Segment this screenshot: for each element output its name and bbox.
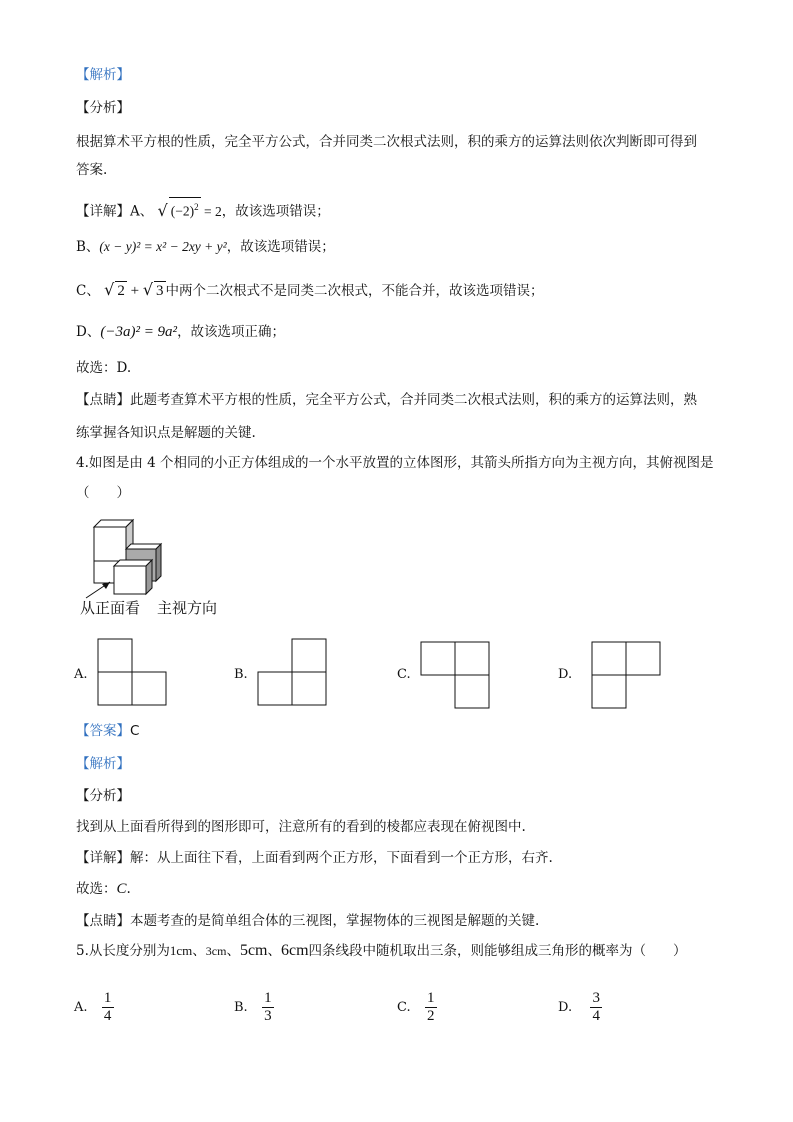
q3-detail-b: [76, 238, 335, 256]
xiangjie-tag: 【详解】: [76, 203, 130, 220]
fenxi-tag: 【分析】: [76, 100, 130, 116]
q5-option-b-fraction: [262, 990, 274, 1025]
q5-option-d: [558, 990, 602, 1025]
option-b-suffix: ，故该选项错误；: [226, 239, 335, 255]
q5-length-4: 6cm: [281, 942, 309, 959]
q4-option-b-figure: [257, 638, 329, 706]
sqrt-inner: (−2): [170, 203, 195, 219]
cube-figure: [76, 512, 176, 602]
q5-length-3: 5cm: [239, 942, 268, 959]
q5-option-a: [74, 990, 114, 1025]
q4-comment-text: 本题考查的是简单组合体的三视图，掌握物体的三视图是解题的关键.: [130, 913, 540, 929]
q4-detail: [76, 849, 553, 867]
q3-detail-c: [76, 281, 544, 300]
option-d-expr: (−3a)² = 9a²: [100, 324, 178, 340]
q5-sep-2: 、: [226, 943, 240, 959]
q5-length-1: 1cm: [169, 943, 193, 958]
q5-sep-3: 、: [267, 943, 281, 959]
q4-option-d-label: D.: [558, 667, 573, 682]
q4-stem-line2: （ ）: [76, 485, 130, 501]
q3-analysis-line1: 根据算术平方根的性质，完全平方公式，合并同类二次根式法则，积的乘方的运算法则依次判断即可得到: [76, 134, 697, 150]
option-b-expr: (x − y)² = x² − 2xy + y²: [99, 239, 227, 254]
q4-answer-value: C: [130, 723, 140, 739]
xiangjie-tag: 【详解】: [76, 850, 130, 866]
q4-fenxi-tag: 【分析】: [76, 788, 130, 804]
q5-option-c-fraction: [425, 990, 437, 1025]
q4-choice: [76, 880, 131, 898]
q3-comment-text: 此题考查算术平方根的性质，完全平方公式，合并同类二次根式法则，积的乘方的运算法则，熟: [130, 392, 697, 408]
option-c-suffix: 中两个二次根式不是同类二次根式，不能合并，故该选项错误；: [165, 283, 544, 299]
q5-option-d-fraction: [590, 990, 602, 1025]
daan-tag: 【答案】: [76, 723, 130, 739]
denominator: 2: [427, 1008, 435, 1024]
option-b-prefix: B、: [76, 239, 100, 255]
figure-label-main: 主视方向: [157, 599, 218, 617]
numerator: 1: [427, 990, 435, 1006]
root-three: 3: [156, 283, 164, 299]
option-d-prefix: D、: [76, 324, 101, 340]
q3-detail-d: [76, 323, 285, 341]
denominator: 4: [592, 1008, 600, 1024]
q3-detail-a: [76, 197, 330, 221]
q4-option-a-label: A.: [74, 667, 88, 682]
q3-comment-line2: 练掌握各知识点是解题的关键.: [76, 425, 256, 441]
q4-option-c-label: C.: [397, 667, 411, 682]
option-c-prefix: C、: [76, 283, 100, 299]
figure-label-front: 从正面看: [80, 599, 141, 617]
dianjing-tag: 【点睛】: [76, 392, 130, 408]
q4-analysis: 找到从上面看所得到的图形即可，注意所有的看到的棱都应表现在俯视图中.: [76, 819, 526, 835]
option-a-suffix: ，故该选项错误；: [221, 203, 330, 220]
q5-length-2: 3cm: [205, 944, 227, 958]
q4-detail-text: 解：从上面往下看，上面看到两个正方形，下面看到一个正方形，右齐.: [130, 850, 553, 866]
q5-option-c: [397, 990, 437, 1025]
q4-option-a-figure: [97, 638, 169, 706]
q4-stem-line1: 4.如图是由 4 个相同的小正方体组成的一个水平放置的立体图形，其箭头所指方向为主视方向，其俯视图是: [76, 455, 714, 471]
sum-of-roots: √ 2 + √ 3: [104, 280, 164, 299]
q5-stem-end: 四条线段中随机取出三条，则能够组成三角形的概率为（ ）: [308, 943, 687, 959]
q5-option-a-fraction: [102, 990, 114, 1025]
q4-choice-value: C: [116, 881, 127, 897]
dianjing-tag: 【点睛】: [76, 913, 130, 929]
q5-option-a-label: A.: [74, 1000, 88, 1015]
q3-choice: 故选：D.: [76, 360, 132, 376]
option-d-suffix: ，故该选项正确；: [177, 324, 286, 340]
q4-option-d-figure: [591, 641, 663, 709]
q5-stem: [76, 942, 687, 960]
q5-sep-1: 、: [192, 943, 206, 959]
numerator: 3: [592, 990, 600, 1006]
numerator: 1: [103, 990, 112, 1006]
root-two: 2: [117, 283, 125, 299]
q4-option-c-figure: [420, 641, 492, 709]
denominator: 4: [103, 1008, 112, 1024]
q5-stem-start: 5.从长度分别为: [76, 943, 170, 959]
option-a-prefix: A、: [130, 203, 154, 220]
q4-option-b-label: B.: [234, 667, 248, 682]
q4-choice-end: .: [126, 881, 131, 897]
plus-sign: +: [130, 283, 140, 299]
jiexi-tag: 【解析】: [76, 67, 130, 83]
sqrt-result: = 2: [203, 203, 222, 219]
q4-jiexi-tag: 【解析】: [76, 756, 130, 772]
denominator: 3: [264, 1008, 272, 1024]
q5-option-c-label: C.: [397, 1000, 411, 1015]
q4-comment: [76, 912, 539, 930]
q3-analysis-line2: 答案.: [76, 162, 108, 178]
q4-choice-prefix: 故选：: [76, 881, 117, 897]
q5-option-b: [234, 990, 274, 1025]
q5-option-d-label: D.: [558, 1000, 573, 1015]
sqrt-expression: √ $(-2)^2 = 2$: [158, 204, 222, 219]
q5-option-b-label: B.: [234, 1000, 248, 1015]
q4-answer: [76, 722, 139, 740]
numerator: 1: [264, 990, 272, 1006]
q3-comment-line1: [76, 391, 697, 409]
